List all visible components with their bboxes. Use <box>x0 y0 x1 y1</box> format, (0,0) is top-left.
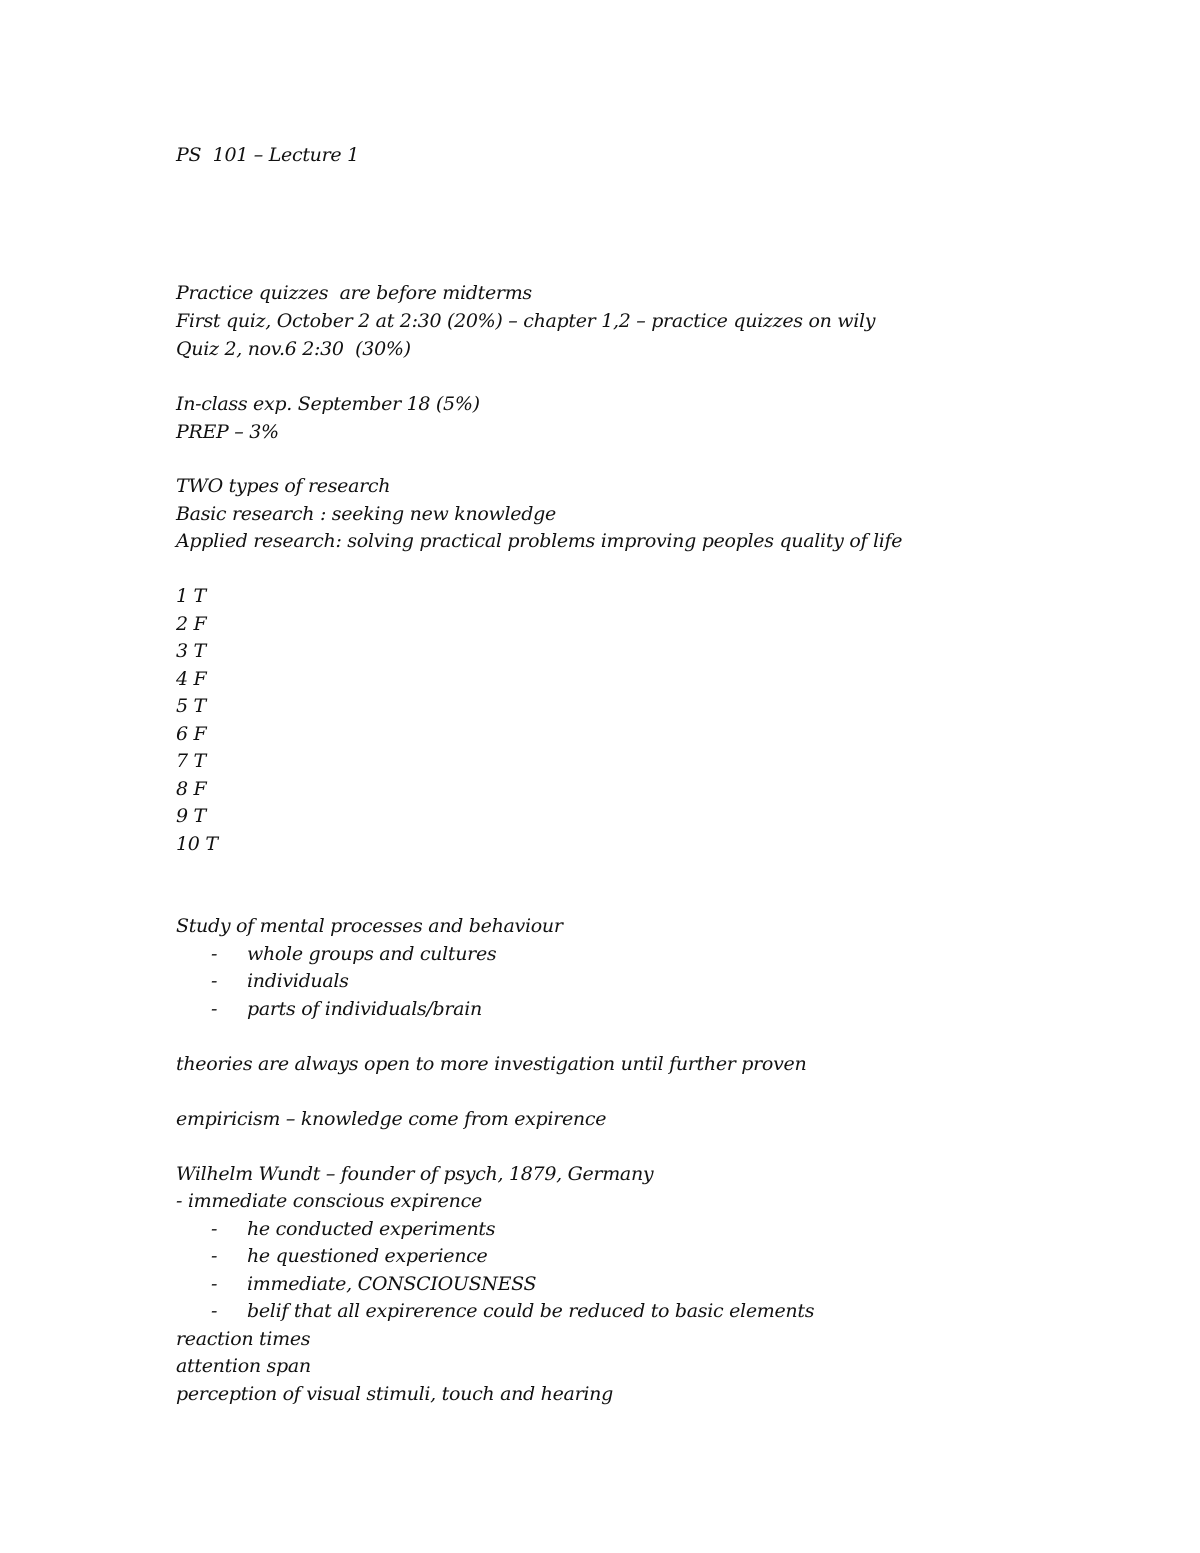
answer-item: 8 F <box>176 778 207 800</box>
research-line: Applied research: solving practical problems improving peoples quality of life <box>176 530 903 552</box>
wundt-trailing-line: perception of visual stimuli, touch and hearing <box>176 1383 613 1405</box>
schedule-line: Quiz 2, nov.6 2:30 (30%) <box>176 338 411 360</box>
answer-item: 4 F <box>176 668 207 690</box>
study-heading: Study of mental processes and behaviour <box>176 915 563 937</box>
bullet-marker: - <box>211 1300 218 1322</box>
wundt-subline: - immediate conscious expirence <box>176 1190 482 1212</box>
answer-item: 2 F <box>176 613 207 635</box>
bullet-marker: - <box>211 998 218 1020</box>
study-bullet: whole groups and cultures <box>247 943 497 965</box>
bullet-marker: - <box>211 1273 218 1295</box>
answer-item: 7 T <box>176 750 206 772</box>
schedule-line: First quiz, October 2 at 2:30 (20%) – chapter 1,2 – practice quizzes on wily <box>176 310 876 332</box>
bullet-marker: - <box>211 1245 218 1267</box>
answer-item: 1 T <box>176 585 206 607</box>
study-bullet: individuals <box>247 970 349 992</box>
answer-item: 3 T <box>176 640 206 662</box>
wundt-heading: Wilhelm Wundt – founder of psych, 1879, Germany <box>176 1163 654 1185</box>
research-heading: TWO types of research <box>176 475 391 497</box>
bullet-marker: - <box>211 1218 218 1240</box>
wundt-bullet: immediate, CONSCIOUSNESS <box>247 1273 537 1295</box>
wundt-trailing-line: reaction times <box>176 1328 311 1350</box>
grading-line: PREP – 3% <box>176 421 279 443</box>
page-title: PS 101 – Lecture 1 <box>176 144 359 166</box>
bullet-marker: - <box>211 970 218 992</box>
wundt-trailing-line: attention span <box>176 1355 311 1377</box>
schedule-line: Practice quizzes are before midterms <box>176 282 532 304</box>
study-bullet: parts of individuals/brain <box>247 998 482 1020</box>
wundt-bullet: he conducted experiments <box>247 1218 496 1240</box>
wundt-bullet: belif that all expirerence could be reduced to basic elements <box>247 1300 815 1322</box>
grading-line: In-class exp. September 18 (5%) <box>176 393 480 415</box>
wundt-bullet: he questioned experience <box>247 1245 488 1267</box>
bullet-marker: - <box>211 943 218 965</box>
answer-item: 10 T <box>176 833 218 855</box>
empiricism-line: empiricism – knowledge come from expirence <box>176 1108 607 1130</box>
research-line: Basic research : seeking new knowledge <box>176 503 556 525</box>
answer-item: 9 T <box>176 805 206 827</box>
theories-line: theories are always open to more investigation until further proven <box>176 1053 807 1075</box>
answer-item: 6 F <box>176 723 207 745</box>
answer-item: 5 T <box>176 695 206 717</box>
